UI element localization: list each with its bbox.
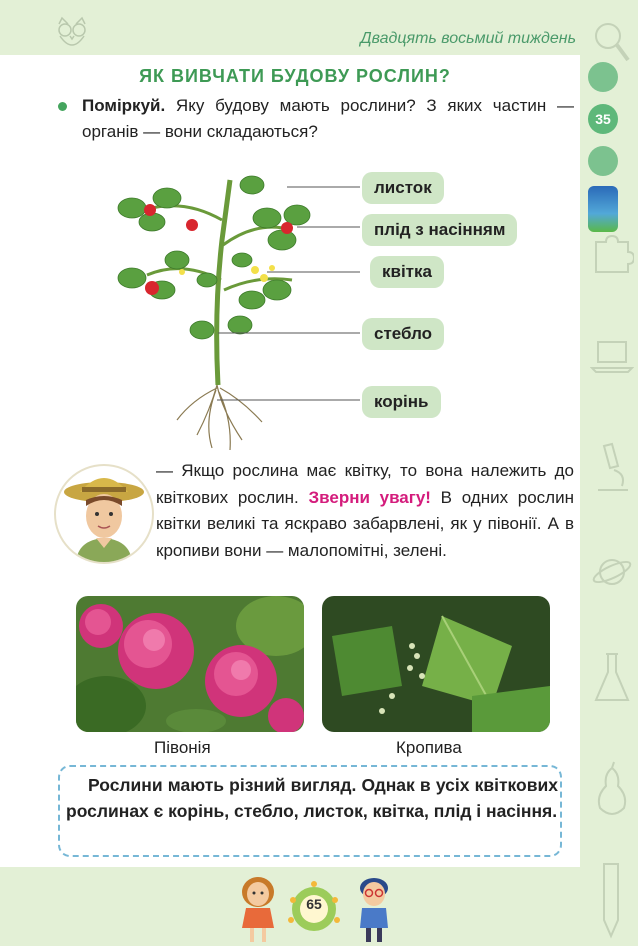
- label-stem: стебло: [362, 318, 444, 350]
- plant-illustration: [92, 160, 372, 450]
- boy-character-icon: [352, 872, 396, 944]
- magnifier-icon: [592, 18, 632, 68]
- flask-icon: [590, 650, 634, 710]
- label-root: корінь: [362, 386, 441, 418]
- side-tab-circle: [588, 146, 618, 176]
- dialog-text-start: — Якщо рослина має квітку, то вона належить до квіткових рослин.: [156, 461, 574, 507]
- label-flower: квітка: [370, 256, 444, 288]
- pencil-icon: [596, 860, 626, 940]
- lesson-title: ЯК ВИВЧАТИ БУДОВУ РОСЛИН?: [139, 66, 451, 86]
- pear-icon: [590, 760, 634, 820]
- side-tab-number: 35: [588, 104, 618, 134]
- intro-bold: Поміркуй.: [82, 96, 166, 115]
- boy-explorer-avatar: [54, 464, 154, 564]
- peony-caption: Півонія: [154, 738, 211, 757]
- peony-photo: [76, 596, 304, 732]
- intro-paragraph: [82, 93, 574, 145]
- dialog-paragraph: [156, 458, 574, 564]
- label-fruit-with-seeds: плід з насінням: [362, 214, 517, 246]
- summary-text: Рослини мають різний вигляд. Однак в усіх квіткових рослинах є корінь, стебло, листок, квітка, плід і насіння.: [66, 775, 558, 821]
- dialog-text-end: В одних рослин квітки великі та яскраво забарвлені, як у півонії. А в кропиви вони — малопомітні, зелені.: [156, 487, 574, 560]
- planet-icon: [590, 550, 634, 594]
- girl-character-icon: [236, 872, 280, 944]
- bullet-icon: [58, 102, 67, 111]
- landscape-tab-icon: [588, 186, 618, 232]
- dialog-highlight: Зверни увагу!: [308, 487, 431, 507]
- label-leaf: листок: [362, 172, 444, 204]
- owl-logo-icon: [52, 14, 92, 54]
- nettle-caption: Кропива: [396, 738, 462, 757]
- nettle-photo: [322, 596, 550, 732]
- intro-text: Яку будову мають рослини? З яких частин — органів — вони складаються?: [82, 96, 574, 141]
- laptop-icon: [590, 334, 634, 378]
- week-header: Двадцять восьмий тиждень: [360, 30, 576, 47]
- puzzle-icon: [590, 232, 634, 276]
- page-number: 65: [306, 896, 322, 912]
- side-tab-circle: [588, 62, 618, 92]
- microscope-icon: [590, 440, 634, 496]
